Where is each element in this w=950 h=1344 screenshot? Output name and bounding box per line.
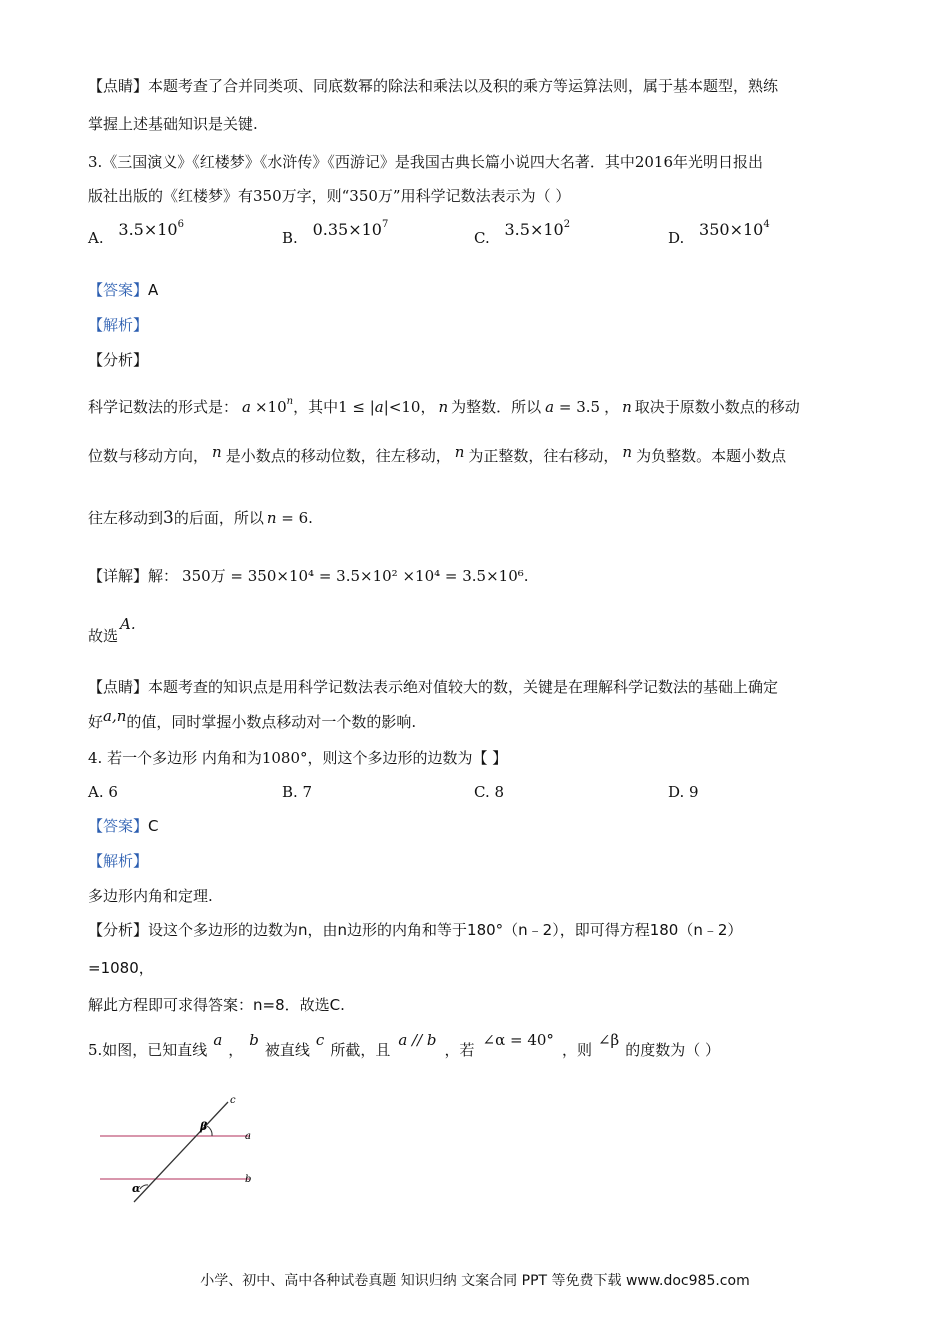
q4-option-d: D. 9 (668, 783, 699, 801)
q3-choose (88, 615, 136, 646)
alpha-expr: ∠α = 40° (482, 1031, 554, 1049)
text: 为正整数，往右移动， (468, 447, 619, 465)
q3-detail (88, 566, 529, 586)
comment-text: 本题考查了合并同类项、同底数幂的除法和乘法以及积的乘方等运算法则，属于基本题型，熟练 (148, 77, 779, 95)
detail-expression: 350万 = 350×10⁴ = 3.5×10² ×10⁴ = 3.5×10⁶. (182, 567, 529, 585)
option-base: ×10 (348, 220, 382, 239)
var-a: a (213, 1031, 223, 1049)
q4-option-b: B. 7 (282, 783, 313, 801)
q3-option-b (282, 219, 389, 248)
var-c: c (315, 1031, 325, 1049)
q3-answer (88, 280, 158, 300)
text: ， (228, 1041, 244, 1059)
q4-answer (88, 816, 159, 836)
q3-jiexi-tag: 【解析】 (88, 316, 149, 334)
q3-comment-line2 (88, 707, 417, 732)
text: 设这个多边形的边数为n，由n边形的内角和等于180°（n﹣2），即可得方程180（n﹣2） (148, 921, 743, 939)
label-c: c (230, 1095, 236, 1106)
answer-tag: 【答案】 (88, 817, 149, 835)
q2-comment-line2: 掌握上述基础知识是关键. (88, 115, 258, 133)
option-mantissa: 3.5 (118, 220, 144, 239)
text: 5.如图，已知直线 (88, 1041, 208, 1059)
text: ，其中 (293, 398, 339, 416)
q4-fenxi-line3: 解此方程即可求得答案：n=8．故选C. (88, 996, 345, 1014)
text: 故选 (88, 627, 119, 645)
q4-stem: 4. 若一个多边形 内角和为1080°，则这个多边形的边数为【 】 (88, 749, 508, 767)
q3-option-a (88, 219, 184, 248)
option-exp: 7 (381, 219, 389, 230)
parallel-expr: a // b (398, 1031, 437, 1049)
option-base: ×10 (143, 220, 178, 239)
option-letter: B. (282, 229, 298, 247)
answer-value: A (148, 281, 159, 299)
text: 本题考查的知识点是用科学记数法表示绝对值较大的数，关键是在理解科学记数法的基础上确定 (148, 678, 779, 696)
option-mantissa: 0.35 (312, 220, 349, 239)
q4-jiexi-tag: 【解析】 (88, 852, 149, 870)
q3-stem-line2: 版社出版的《红楼梦》有350万字，则“350万”用科学记数法表示为（ ） (88, 187, 571, 205)
text: ， (604, 398, 620, 416)
q3-fenxi-line2: 位数与移动方向， n 是小数点的移动位数，往左移动， n 为正整数，往右移动， n 为负整数。本题小数点 (88, 443, 787, 465)
choose-letter: A. (120, 615, 136, 633)
q3-fenxi-line1: 科学记数法的形式是： $a \times 10^n$，其中1 ≤ |a|<10， n 为整数．所以 a = 3.5 ， n 取决于原数小数点的移动 (88, 396, 800, 416)
q4-option-c: C. 8 (474, 783, 505, 801)
option-letter: A. (88, 229, 104, 247)
option-mantissa: 350 (699, 220, 730, 239)
text: 是小数点的移动位数，往左移动， (225, 447, 451, 465)
label-beta: β (200, 1120, 208, 1133)
q3-option-d (668, 219, 770, 248)
text: ，若 (444, 1041, 475, 1059)
option-base: ×10 (729, 220, 764, 239)
text: <10， (388, 398, 436, 416)
text: 所截，且 (330, 1041, 391, 1059)
q5-stem (88, 1031, 720, 1060)
text: 的值，同时掌握小数点移动对一个数的影响. (126, 713, 417, 731)
line-c (134, 1102, 228, 1202)
q3-comment-line1 (88, 677, 778, 697)
q3-stem-line1: 3.《三国演义》《红楼梦》《水浒传》《西游记》是我国古典长篇小说四大名著．其中2016年光明日报出 (88, 153, 763, 171)
comment-tag: 【点睛】 (88, 678, 149, 696)
comment-tag: 【点睛】 (88, 77, 149, 95)
page-footer: 小学、初中、高中各种试卷真题 知识归纳 文案合同 PPT 等免费下载 www.doc985.com (200, 1273, 750, 1289)
text: 被直线 (264, 1041, 310, 1059)
text: 解： (148, 567, 179, 585)
answer-tag: 【答案】 (88, 281, 149, 299)
label-alpha: α (132, 1182, 141, 1195)
option-exp: 4 (763, 219, 770, 230)
beta-expr: ∠β (597, 1031, 620, 1049)
q5-figure (90, 1090, 270, 1210)
q3-fenxi-tag: 【分析】 (88, 351, 149, 369)
fenxi-tag: 【分析】 (88, 921, 149, 939)
q3-option-c (474, 219, 571, 248)
text: 位数与移动方向， (88, 447, 209, 465)
text: 为负整数。本题小数点 (636, 447, 787, 465)
text: 科学记数法的形式是： (88, 398, 239, 416)
q2-comment-line1 (88, 76, 778, 96)
text: 好 (88, 713, 104, 731)
beta-arc (207, 1126, 212, 1136)
var-b: b (249, 1031, 259, 1049)
option-exp: 2 (563, 219, 571, 230)
option-exp: 6 (177, 219, 184, 230)
q3-fenxi-line3: 往左移动到3的后面，所以 n = 6. (88, 508, 313, 528)
option-letter: D. (668, 229, 685, 247)
math-an: a,n (103, 707, 127, 725)
text: ，则 (561, 1041, 592, 1059)
text: 取决于原数小数点的移动 (634, 398, 800, 416)
option-base: ×10 (529, 220, 564, 239)
text: 为整数．所以 (451, 398, 542, 416)
detail-tag: 【详解】 (88, 567, 149, 585)
text: 的度数为（ ） (625, 1041, 720, 1059)
option-mantissa: 3.5 (504, 220, 530, 239)
q4-option-a: A. 6 (88, 783, 118, 801)
answer-value: C (148, 817, 159, 835)
q4-jiexi-text: 多边形内角和定理. (88, 887, 213, 905)
text: 往左移动到 (88, 509, 164, 527)
text: 的后面，所以 (173, 509, 264, 527)
label-a: a (245, 1131, 251, 1142)
q4-fenxi-line2: =1080， (88, 959, 154, 977)
q4-fenxi-line1 (88, 920, 742, 940)
option-letter: C. (474, 229, 490, 247)
label-b: b (245, 1174, 252, 1185)
